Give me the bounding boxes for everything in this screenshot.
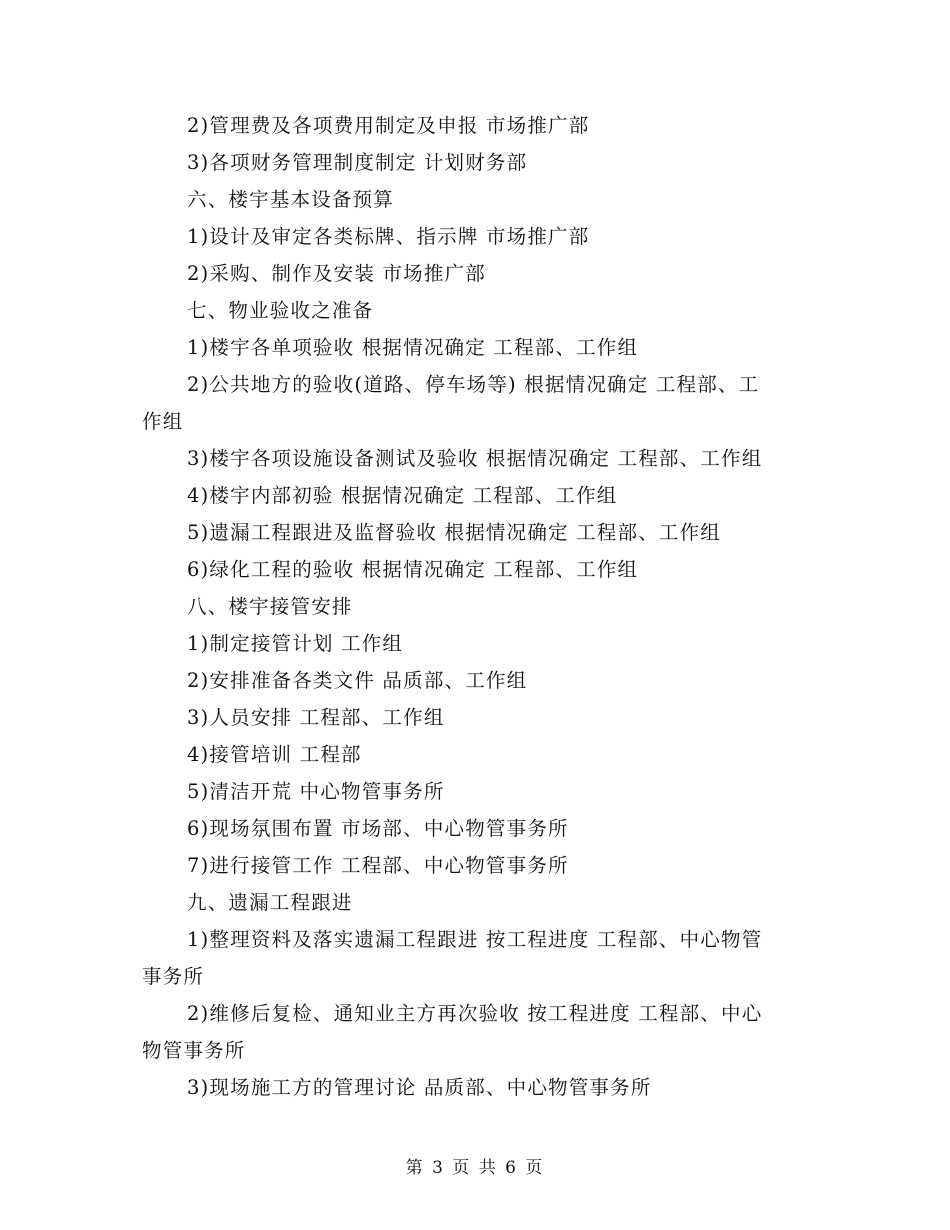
list-item-continuation: 作组 [142,410,184,433]
section-heading: 七、物业验收之准备 [187,299,374,322]
list-item: 1)制定接管计划 工作组 [187,632,404,655]
list-item: 3)楼宇各项设施设备测试及验收 根据情况确定 工程部、工作组 [187,447,763,470]
list-item: 2)采购、制作及安装 市场推广部 [187,262,486,285]
list-item: 5)遗漏工程跟进及监督验收 根据情况确定 工程部、工作组 [187,521,722,544]
section-heading: 六、楼宇基本设备预算 [187,188,395,211]
section-heading: 八、楼宇接管安排 [187,595,353,618]
list-item: 1)设计及审定各类标牌、指示牌 市场推广部 [187,225,590,248]
list-item: 1)楼宇各单项验收 根据情况确定 工程部、工作组 [187,336,639,359]
list-item: 5)清洁开荒 中心物管事务所 [187,780,445,803]
list-item: 3)各项财务管理制度制定 计划财务部 [187,151,528,174]
list-item: 4)楼宇内部初验 根据情况确定 工程部、工作组 [187,484,618,507]
list-item-continuation: 物管事务所 [142,1039,246,1062]
list-item: 2)管理费及各项费用制定及申报 市场推广部 [187,114,590,137]
list-item: 6)绿化工程的验收 根据情况确定 工程部、工作组 [187,558,639,581]
list-item: 7)进行接管工作 工程部、中心物管事务所 [187,854,569,877]
list-item: 1)整理资料及落实遗漏工程跟进 按工程进度 工程部、中心物管 [187,928,763,951]
list-item: 6)现场氛围布置 市场部、中心物管事务所 [187,817,569,840]
list-item: 2)维修后复检、通知业主方再次验收 按工程进度 工程部、中心 [187,1002,763,1025]
document-body [142,107,798,1106]
list-item-continuation: 事务所 [142,965,205,988]
list-item: 2)公共地方的验收(道路、停车场等) 根据情况确定 工程部、工 [187,373,760,396]
section-heading: 九、遗漏工程跟进 [187,891,353,914]
page-number-footer: 第 3 页 共 6 页 [405,1158,545,1178]
list-item: 3)现场施工方的管理讨论 品质部、中心物管事务所 [187,1076,652,1099]
list-item: 2)安排准备各类文件 品质部、工作组 [187,669,528,692]
list-item: 3)人员安排 工程部、工作组 [187,706,445,729]
list-item: 4)接管培训 工程部 [187,743,362,766]
